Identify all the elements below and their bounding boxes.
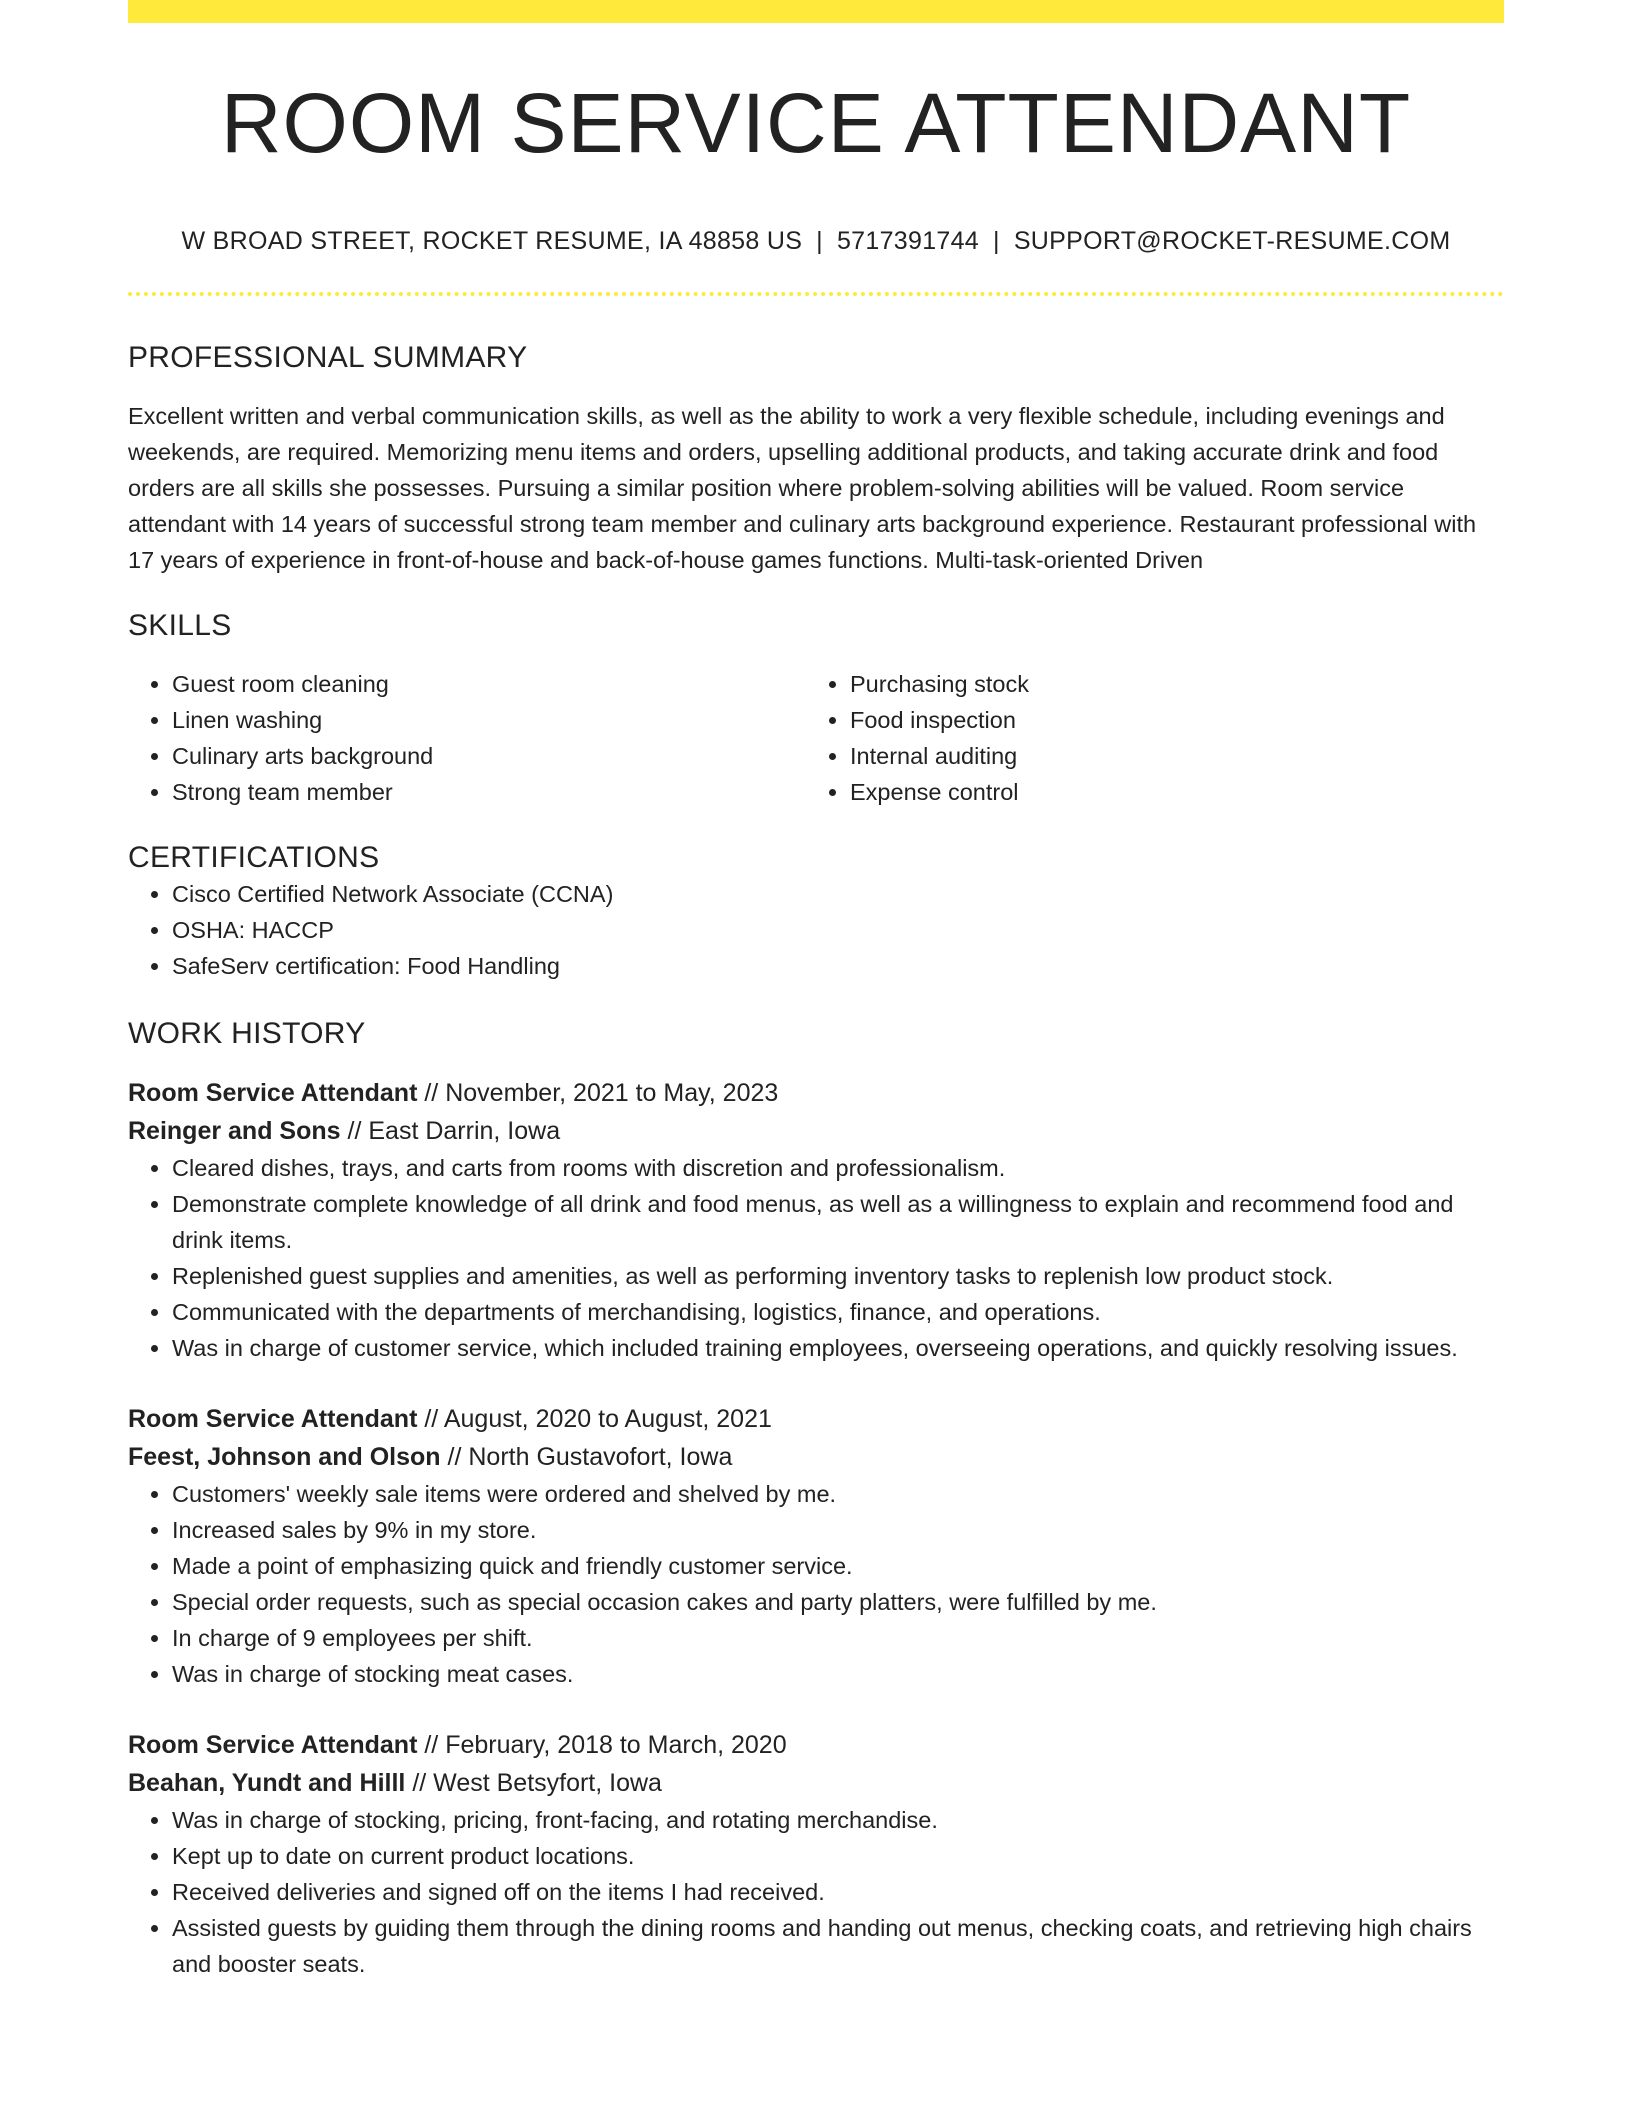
job-entry xyxy=(128,1726,1504,1982)
job-entry xyxy=(128,1400,1504,1692)
contact-line xyxy=(128,227,1504,256)
skill-item: • Strong team member xyxy=(172,774,806,810)
job-bullet: • Received deliveries and signed off on the items I had received. xyxy=(172,1874,1504,1910)
job-divider: // xyxy=(347,1117,362,1145)
job-bullets xyxy=(128,1150,1504,1366)
top-accent-bar xyxy=(128,0,1504,23)
job-company-line xyxy=(128,1112,1504,1150)
job-dates: August, 2020 to August, 2021 xyxy=(443,1405,772,1433)
job-role: Room Service Attendant xyxy=(128,1405,418,1433)
job-role: Room Service Attendant xyxy=(128,1079,418,1107)
skills-grid xyxy=(128,666,1504,810)
job-bullet: • Replenished guest supplies and amenities, as well as performing inventory tasks to replenish low product stock. xyxy=(172,1258,1504,1294)
job-divider: // xyxy=(447,1443,462,1471)
summary-text: Excellent written and verbal communication skills, as well as the ability to work a very flexible schedule, including evenings and weekends, are required. Memorizing menu items and orders, upselling additional products, and taking accurate drink and food orders are all skills she possesses. Pursuing a similar position where problem-solving abilities will be valued. Room service attendant with 14 years of successful strong team member and culinary arts background experience. Restaurant professional with 17 years of experience in front-of-house and back-of-house games functions. Multi-task-oriented Driven xyxy=(128,403,1477,573)
job-company: Reinger and Sons xyxy=(128,1117,341,1145)
skill-item: • Culinary arts background xyxy=(172,738,806,774)
job-divider: // xyxy=(424,1405,439,1433)
job-role: Room Service Attendant xyxy=(128,1731,418,1759)
job-divider: // xyxy=(424,1731,439,1759)
skill-item: • Guest room cleaning xyxy=(172,666,806,702)
job-entry xyxy=(128,1074,1504,1366)
header-divider xyxy=(128,292,1504,296)
skills-list-left xyxy=(128,666,806,810)
job-bullet: • Cleared dishes, trays, and carts from rooms with discretion and professionalism. xyxy=(172,1150,1504,1186)
job-bullets xyxy=(128,1476,1504,1692)
job-dates: February, 2018 to March, 2020 xyxy=(445,1731,787,1759)
job-divider: // xyxy=(412,1769,427,1797)
job-divider: // xyxy=(424,1079,439,1107)
job-location: North Gustavofort, Iowa xyxy=(468,1443,733,1471)
resume-title: ROOM SERVICE ATTENDANT xyxy=(220,76,1412,170)
job-dates: November, 2021 to May, 2023 xyxy=(445,1079,779,1107)
job-company-line xyxy=(128,1764,1504,1802)
job-bullet: • Special order requests, such as special occasion cakes and party platters, were fulfilled by me. xyxy=(172,1584,1504,1620)
skills-heading: SKILLS xyxy=(128,609,232,642)
job-location: West Betsyfort, Iowa xyxy=(433,1769,662,1797)
job-role-line xyxy=(128,1726,1504,1764)
job-bullet: • Was in charge of stocking meat cases. xyxy=(172,1656,1504,1692)
contact-separator: | xyxy=(993,227,1000,255)
job-role-line xyxy=(128,1074,1504,1112)
job-bullet: • Was in charge of stocking, pricing, front-facing, and rotating merchandise. xyxy=(172,1802,1504,1838)
job-bullet: • Assisted guests by guiding them through the dining rooms and handing out menus, checking coats, and retrieving high chairs and booster seats. xyxy=(172,1910,1504,1982)
summary-heading: PROFESSIONAL SUMMARY xyxy=(128,341,528,374)
certification-item: • Cisco Certified Network Associate (CCNA) xyxy=(172,876,1504,912)
job-role-line xyxy=(128,1400,1504,1438)
email: SUPPORT@ROCKET-RESUME.COM xyxy=(1013,227,1451,255)
certifications-heading: CERTIFICATIONS xyxy=(128,841,380,874)
work-history-heading: WORK HISTORY xyxy=(128,1017,366,1050)
skills-list-right xyxy=(806,666,1484,810)
skill-item: • Food inspection xyxy=(850,702,1484,738)
certification-item: • OSHA: HACCP xyxy=(172,912,1504,948)
job-bullet: • In charge of 9 employees per shift. xyxy=(172,1620,1504,1656)
job-bullet: • Made a point of emphasizing quick and friendly customer service. xyxy=(172,1548,1504,1584)
job-bullet: • Kept up to date on current product locations. xyxy=(172,1838,1504,1874)
certifications-list xyxy=(128,876,1504,984)
job-bullet: • Increased sales by 9% in my store. xyxy=(172,1512,1504,1548)
job-bullet: • Customers' weekly sale items were ordered and shelved by me. xyxy=(172,1476,1504,1512)
skill-item: • Purchasing stock xyxy=(850,666,1484,702)
job-company: Feest, Johnson and Olson xyxy=(128,1443,441,1471)
resume-page xyxy=(128,0,1504,1982)
contact-separator: | xyxy=(816,227,823,255)
job-bullets xyxy=(128,1802,1504,1982)
job-company: Beahan, Yundt and Hilll xyxy=(128,1769,406,1797)
phone: 5717391744 xyxy=(836,227,980,255)
certification-item: • SafeServ certification: Food Handling xyxy=(172,948,1504,984)
skill-item: • Internal auditing xyxy=(850,738,1484,774)
skill-item: • Linen washing xyxy=(172,702,806,738)
skill-item: • Expense control xyxy=(850,774,1484,810)
job-location: East Darrin, Iowa xyxy=(368,1117,561,1145)
address: W BROAD STREET, ROCKET RESUME, IA 48858 US xyxy=(181,227,803,255)
job-company-line xyxy=(128,1438,1504,1476)
job-bullet: • Was in charge of customer service, which included training employees, overseeing operations, and quickly resolving issues. xyxy=(172,1330,1504,1366)
skills-column-right xyxy=(806,666,1484,810)
job-bullet: • Communicated with the departments of merchandising, logistics, finance, and operations. xyxy=(172,1294,1504,1330)
skills-column-left xyxy=(128,666,806,810)
job-bullet: • Demonstrate complete knowledge of all drink and food menus, as well as a willingness to explain and recommend food and drink items. xyxy=(172,1186,1504,1258)
